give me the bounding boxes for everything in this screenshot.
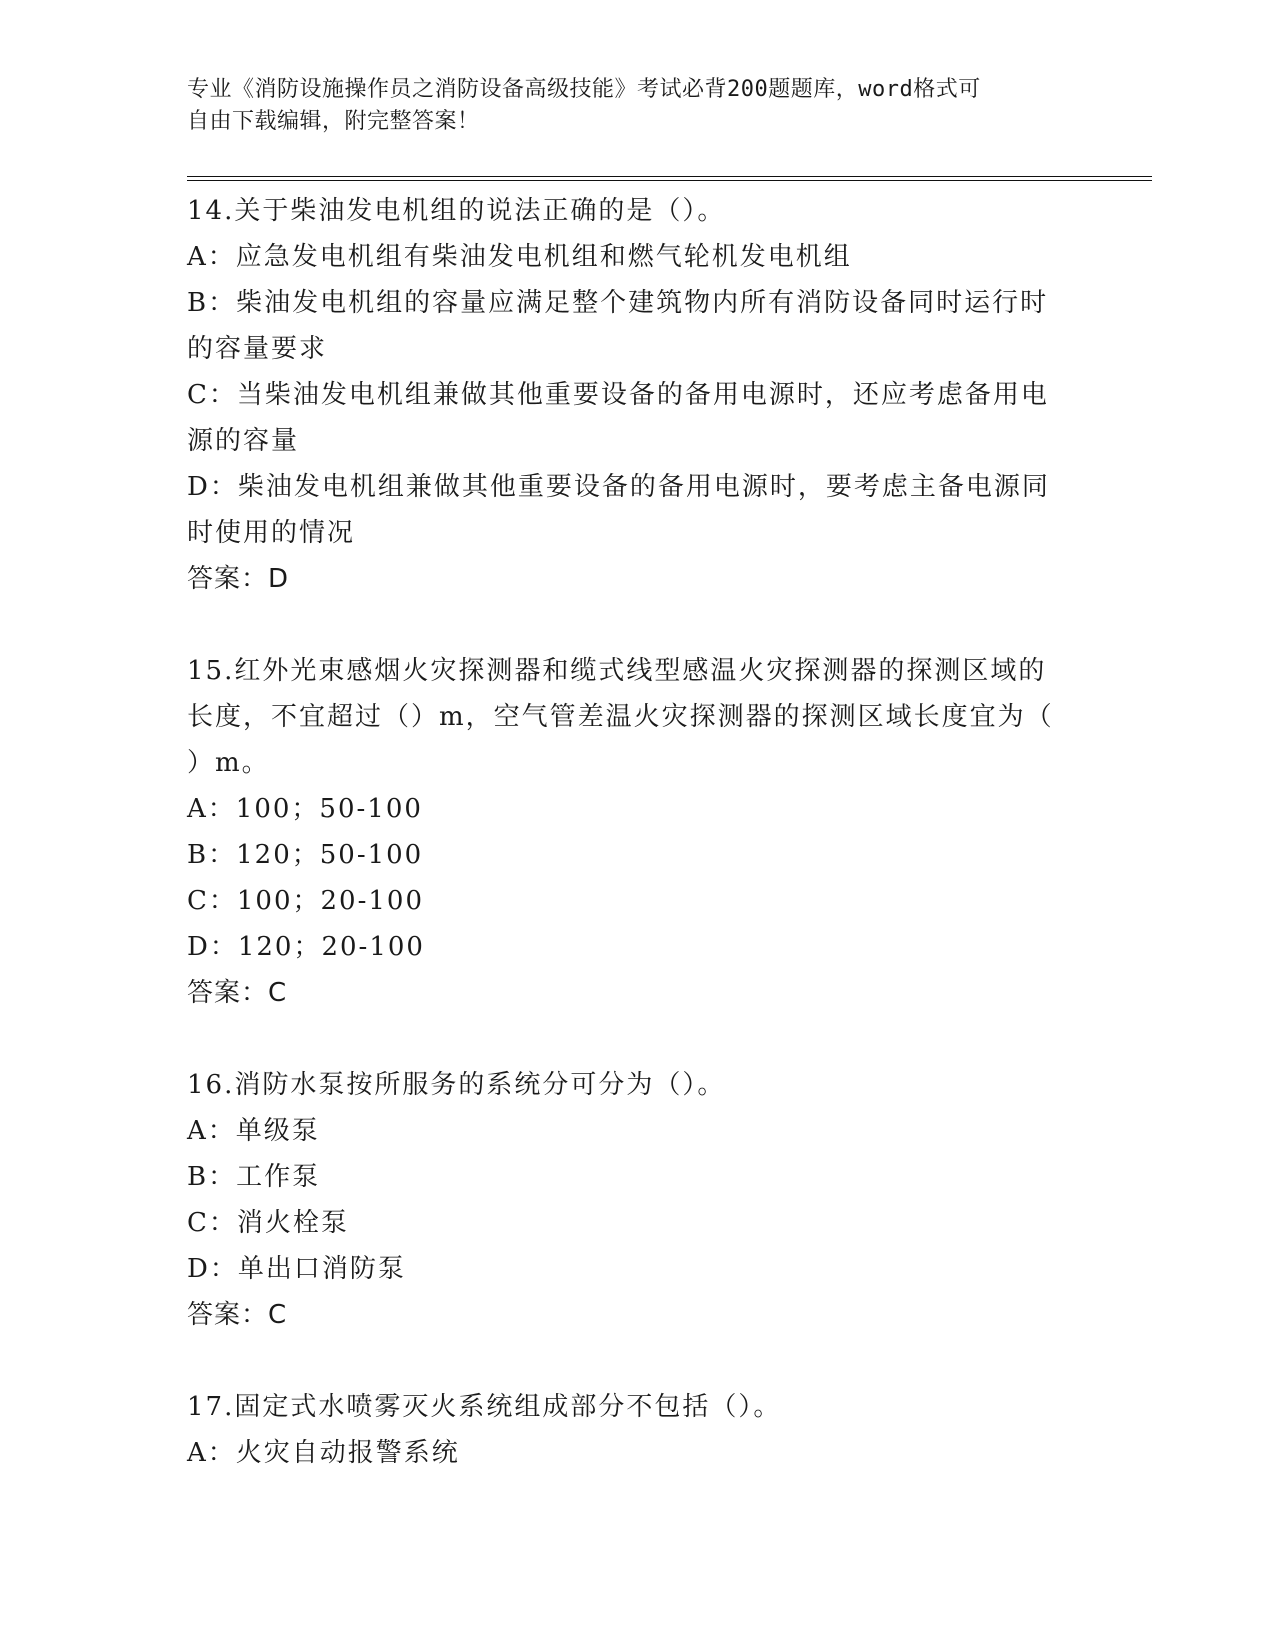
answer-option-line: C：消火栓泵 (187, 1208, 349, 1238)
question-stem-line: 长度，不宜超过（）m，空气管差温火灾探测器的探测区域长度宜为（ (187, 702, 1054, 732)
answer-option-line: A：100；50-100 (187, 794, 423, 824)
answer-option-line: D：120；20-100 (187, 932, 425, 962)
question-block (187, 1384, 1077, 1476)
question-spacer (187, 602, 1077, 648)
answer-key: 答案：C (187, 978, 288, 1008)
answer-option-line: C：100；20-100 (187, 886, 425, 916)
question-stem-line: 17.固定式水喷雾灭火系统组成部分不包括（）。 (187, 1392, 782, 1422)
question-block (187, 1062, 1077, 1338)
answer-option-line: A：应急发电机组有柴油发电机组和燃气轮机发电机组 (187, 242, 852, 272)
question-stem-line: 15.红外光束感烟火灾探测器和缆式线型感温火灾探测器的探测区域的 (187, 656, 1047, 686)
answer-option-line: B：120；50-100 (187, 840, 424, 870)
answer-option-line: 源的容量 (187, 426, 300, 456)
answer-option-line: C：当柴油发电机组兼做其他重要设备的备用电源时，还应考虑备用电 (187, 380, 1049, 410)
answer-option-line: 的容量要求 (187, 334, 328, 364)
question-stem-line: ）m。 (187, 748, 270, 778)
answer-key: 答案：C (187, 1300, 288, 1330)
answer-option-line: D：单出口消防泵 (187, 1254, 406, 1284)
question-list (187, 188, 1077, 1476)
answer-key: 答案：D (187, 564, 290, 594)
header-line-2: 自由下载编辑，附完整答案！ (187, 109, 480, 134)
answer-option-line: A：单级泵 (187, 1116, 320, 1146)
question-block (187, 188, 1077, 602)
answer-option-line: D：柴油发电机组兼做其他重要设备的备用电源时，要考虑主备电源同 (187, 472, 1050, 502)
header-double-rule (187, 176, 1152, 181)
answer-option-line: A：火灾自动报警系统 (187, 1438, 460, 1468)
answer-option-line: B：工作泵 (187, 1162, 321, 1192)
question-spacer (187, 1016, 1077, 1062)
question-stem-line: 16.消防水泵按所服务的系统分可分为（）。 (187, 1070, 726, 1100)
question-spacer (187, 1338, 1077, 1384)
document-header (187, 74, 1067, 138)
header-line-1: 专业《消防设施操作员之消防设备高级技能》考试必背200题题库，word格式可 (187, 77, 981, 102)
question-stem-line: 14.关于柴油发电机组的说法正确的是（）。 (187, 196, 726, 226)
answer-option-line: B：柴油发电机组的容量应满足整个建筑物内所有消防设备同时运行时 (187, 288, 1049, 318)
answer-option-line: 时使用的情况 (187, 518, 356, 548)
question-block (187, 648, 1077, 1016)
